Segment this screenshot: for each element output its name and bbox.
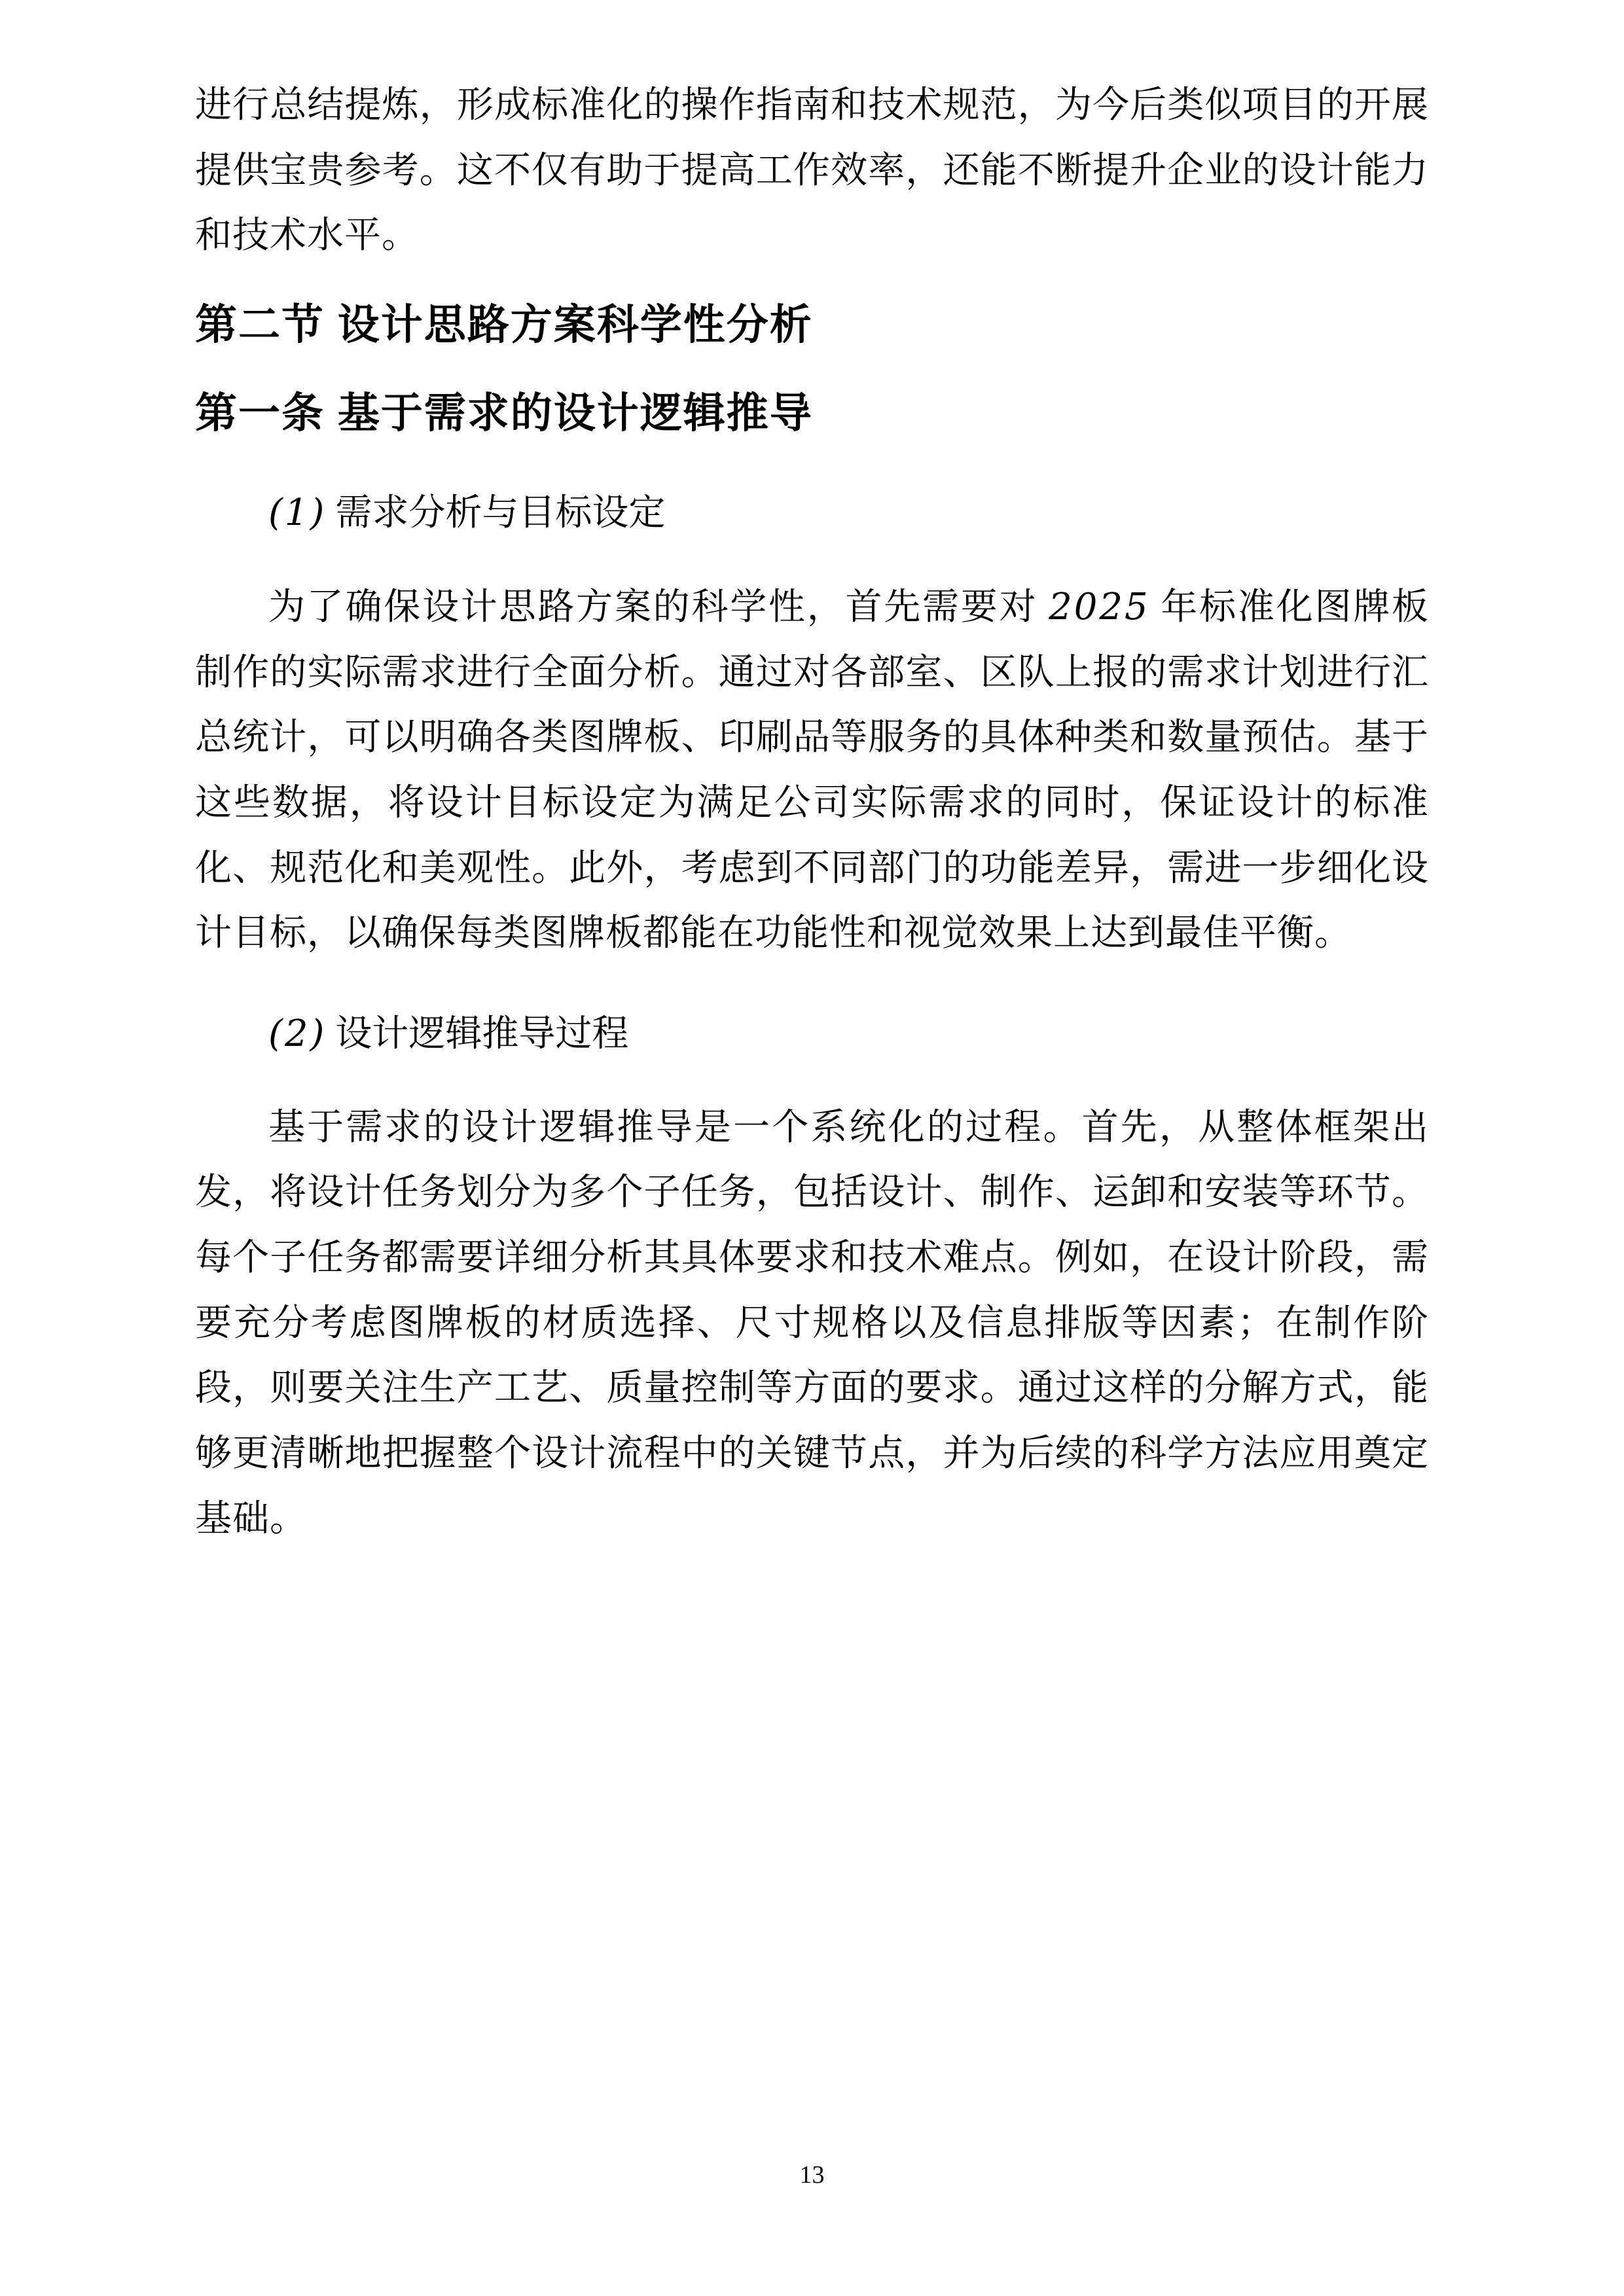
continuation-paragraph: 进行总结提炼，形成标准化的操作指南和技术规范，为今后类似项目的开展提供宝贵参考。这不仅有助于提高工作效率，还能不断提升企业的设计能力和技术水平。 bbox=[195, 85, 1429, 257]
body-paragraph-1 bbox=[195, 575, 1429, 967]
list-item-1 bbox=[195, 484, 1429, 543]
page-number: 13 bbox=[799, 2161, 825, 2189]
item-label: 需求分析与目标设定 bbox=[335, 493, 666, 534]
paragraph-1-part-2: 年标准化图牌板制作的实际需求进行全面分析。通过对各部室、区队上报的需求计划进行汇总统计，可以明确各类图牌板、印刷品等服务的具体种类和数量预估。基于这些数据，将设计目标设定为满足公司实际需求的同时，保证设计的标准化、规范化和美观性。此外，考虑到不同部门的功能差异，需进一步细化设计目标，以确保每类图牌板都能在功能性和视觉效果上达到最佳平衡。 bbox=[195, 586, 1430, 954]
article-heading: 第一条 基于需求的设计逻辑推导 bbox=[195, 389, 813, 437]
list-item-2 bbox=[195, 1005, 1429, 1064]
year-value: 2025 bbox=[1049, 585, 1150, 628]
item-number: (2) bbox=[268, 1013, 327, 1056]
section-heading: 第二节 设计思路方案科学性分析 bbox=[195, 301, 813, 349]
item-label: 设计逻辑推导过程 bbox=[335, 1014, 629, 1055]
body-paragraph-2: 基于需求的设计逻辑推导是一个系统化的过程。首先，从整体框架出发，将设计任务划分为多个子任务，包括设计、制作、运卸和安装等环节。每个子任务都需要详细分析其具体要求和技术难点。例如，在设计阶段，需要充分考虑图牌板的材质选择、尺寸规格以及信息排版等因素；在制作阶段，则要关注生产工艺、质量控制等方面的要求。通过这样的分解方式，能够更清晰地把握整个设计流程中的关键节点，并为后续的科学方法应用奠定基础。 bbox=[195, 1107, 1429, 1539]
item-number: (1) bbox=[268, 492, 327, 535]
paragraph-1-part-1: 为了确保设计思路方案的科学性，首先需要对 bbox=[268, 586, 1049, 628]
